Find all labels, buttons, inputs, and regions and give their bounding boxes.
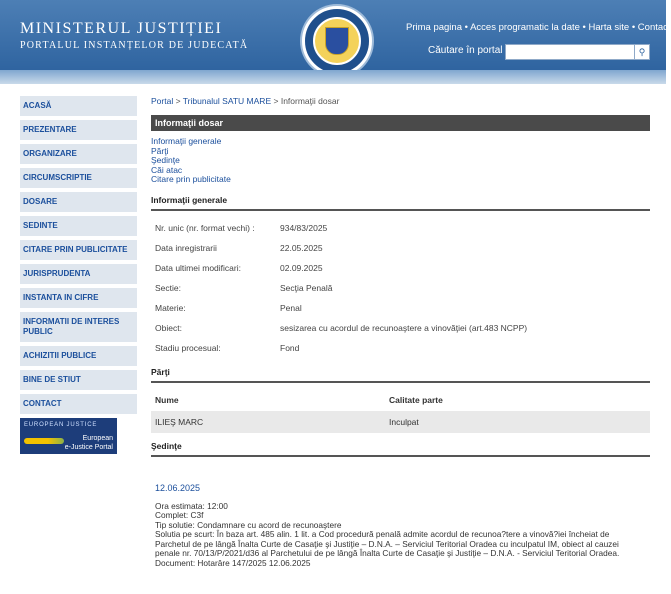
- top-link-api[interactable]: Acces programatic la date: [470, 22, 580, 33]
- info-value: Fond: [280, 342, 300, 353]
- sidebar-item-bine-de-stiut[interactable]: BINE DE STIUT: [20, 370, 137, 390]
- col-nume: Nume: [155, 394, 179, 405]
- sedinta-details: [151, 502, 650, 569]
- sedinta-line: penale nr. 70/13/P/2021/d36 al Parchetului de pe lângă Înalta Curte de Casaţie şi Justiţie – D.N.A. - Serviciul Teritorial Oradea.: [155, 548, 620, 559]
- section-general-heading: Informaţii generale: [151, 195, 650, 211]
- table-row: [151, 411, 650, 433]
- info-row: [151, 303, 650, 323]
- info-value: 22.05.2025: [280, 242, 323, 253]
- party-role: Inculpat: [389, 416, 419, 427]
- col-calitate: Calitate parte: [389, 394, 443, 405]
- ejustice-eu-text: EUROPEAN JUSTICE: [24, 422, 98, 428]
- parti-table-header: [151, 389, 650, 411]
- top-link-home[interactable]: Prima pagina: [406, 22, 462, 33]
- page-title: Informaţii dosar: [151, 115, 650, 131]
- info-label: Nr. unic (nr. format vechi) :: [155, 222, 255, 233]
- top-link-sitemap[interactable]: Harta site: [588, 22, 630, 33]
- toc-link-cai-atac[interactable]: Căi atac: [151, 164, 183, 175]
- info-value: 02.09.2025: [280, 262, 323, 273]
- info-row: [151, 223, 650, 243]
- site-header: [0, 0, 671, 70]
- sidebar-item-prezentare[interactable]: PREZENTARE: [20, 120, 137, 140]
- toc-link-sedinte[interactable]: Şedinţe: [151, 155, 180, 165]
- parti-table: [151, 389, 650, 433]
- breadcrumb: Portal > Tribunalul SATU MARE > Informaţii dosar: [151, 96, 340, 106]
- sidebar-item-instanta-cifre[interactable]: INSTANTA IN CIFRE: [20, 288, 137, 308]
- section-parti-heading: Părţi: [151, 367, 650, 383]
- info-row: [151, 343, 650, 363]
- search-label: Căutare în portal: [428, 45, 503, 56]
- info-row: [151, 263, 650, 283]
- sidebar-item-acasa[interactable]: ACASĂ: [20, 96, 137, 116]
- toc-link-general[interactable]: Informaţii generale: [151, 136, 222, 146]
- sedinta-line: Complet: C3f: [155, 510, 204, 521]
- info-value: Secţia Penală: [280, 282, 333, 293]
- sidebar-item-organizare[interactable]: ORGANIZARE: [20, 144, 137, 164]
- sidebar-nav: [20, 96, 137, 454]
- breadcrumb-court[interactable]: Tribunalul SATU MARE: [182, 96, 272, 106]
- ejustice-line1: European: [82, 435, 113, 442]
- sedinta-line: Tip solutie: Condamnare cu acord de recunoaştere: [155, 519, 342, 530]
- info-label: Materie:: [155, 302, 186, 313]
- search-icon[interactable]: ⚲: [634, 44, 650, 60]
- sedinta-line: Parchetul de pe lângă Înalta Curte de Casaţie şi Justiţie – D.N.A. – Serviciul Teritorial Oradea cu inculpatul IM, obiect al cauzei: [155, 538, 619, 549]
- info-value: sesizarea cu acordul de recunoaştere a vinovăţiei (art.483 NCPP): [280, 322, 528, 333]
- info-row: [151, 243, 650, 263]
- ejustice-logo-icon: [24, 438, 64, 444]
- info-label: Stadiu procesual:: [155, 342, 221, 353]
- toc-link-parti[interactable]: Părţi: [151, 145, 169, 156]
- sedinta-date: 12.06.2025: [155, 482, 201, 493]
- main-content: [151, 96, 650, 569]
- sedinta-line: Document: Hotarâre 147/2025 12.06.2025: [155, 558, 311, 569]
- breadcrumb-portal[interactable]: Portal: [151, 96, 174, 106]
- sidebar-item-dosare[interactable]: DOSARE: [20, 192, 137, 212]
- info-row: [151, 283, 650, 303]
- sidebar-item-sedinte[interactable]: SEDINTE: [20, 216, 137, 236]
- search-input[interactable]: [505, 44, 635, 60]
- ministry-emblem-icon[interactable]: [302, 6, 372, 76]
- info-value: Penal: [280, 302, 302, 313]
- sedinta-line: Solutia pe scurt: În baza art. 485 alin. 1 lit. a Cod procedură penală admite acordul de recunoa?tere a vinovă?iei încheiat de: [155, 529, 610, 540]
- site-title[interactable]: MINISTERUL JUSTIȚIEI: [20, 20, 223, 37]
- info-label: Data ultimei modificari:: [155, 262, 241, 273]
- header-band: [0, 70, 666, 84]
- sidebar-item-interes-public[interactable]: INFORMATII DE INTERES PUBLIC: [20, 312, 137, 342]
- info-row: [151, 323, 650, 343]
- sidebar-item-achizitii[interactable]: ACHIZITII PUBLICE: [20, 346, 137, 366]
- top-link-contact[interactable]: Contact: [637, 22, 671, 33]
- ejustice-banner[interactable]: [20, 418, 117, 454]
- ejustice-line2: e-Justice Portal: [64, 444, 113, 451]
- site-subtitle: PORTALUL INSTANȚELOR DE JUDECATĂ: [20, 40, 249, 51]
- toc-links: [151, 137, 650, 185]
- info-label: Data inregistrarii: [155, 242, 217, 253]
- sidebar-item-contact[interactable]: CONTACT: [20, 394, 137, 414]
- info-label: Sectie:: [155, 282, 181, 293]
- section-sedinte-heading: Şedinţe: [151, 441, 650, 457]
- top-links: Prima pagina • Acces programatic la date • Harta site • Contact: [406, 22, 671, 33]
- sidebar-item-jurisprudenta[interactable]: JURISPRUDENTA: [20, 264, 137, 284]
- info-label: Obiect:: [155, 322, 182, 333]
- breadcrumb-current: Informaţii dosar: [280, 96, 340, 106]
- general-info: [151, 223, 650, 363]
- party-name: ILIEŞ MARC: [155, 416, 204, 427]
- toc-link-citare[interactable]: Citare prin publicitate: [151, 174, 231, 184]
- sidebar-item-circumscriptie[interactable]: CIRCUMSCRIPTIE: [20, 168, 137, 188]
- info-value: 934/83/2025: [280, 222, 328, 233]
- sedinta-line: Ora estimata: 12:00: [155, 500, 228, 511]
- sidebar-item-citare[interactable]: CITARE PRIN PUBLICITATE: [20, 240, 137, 260]
